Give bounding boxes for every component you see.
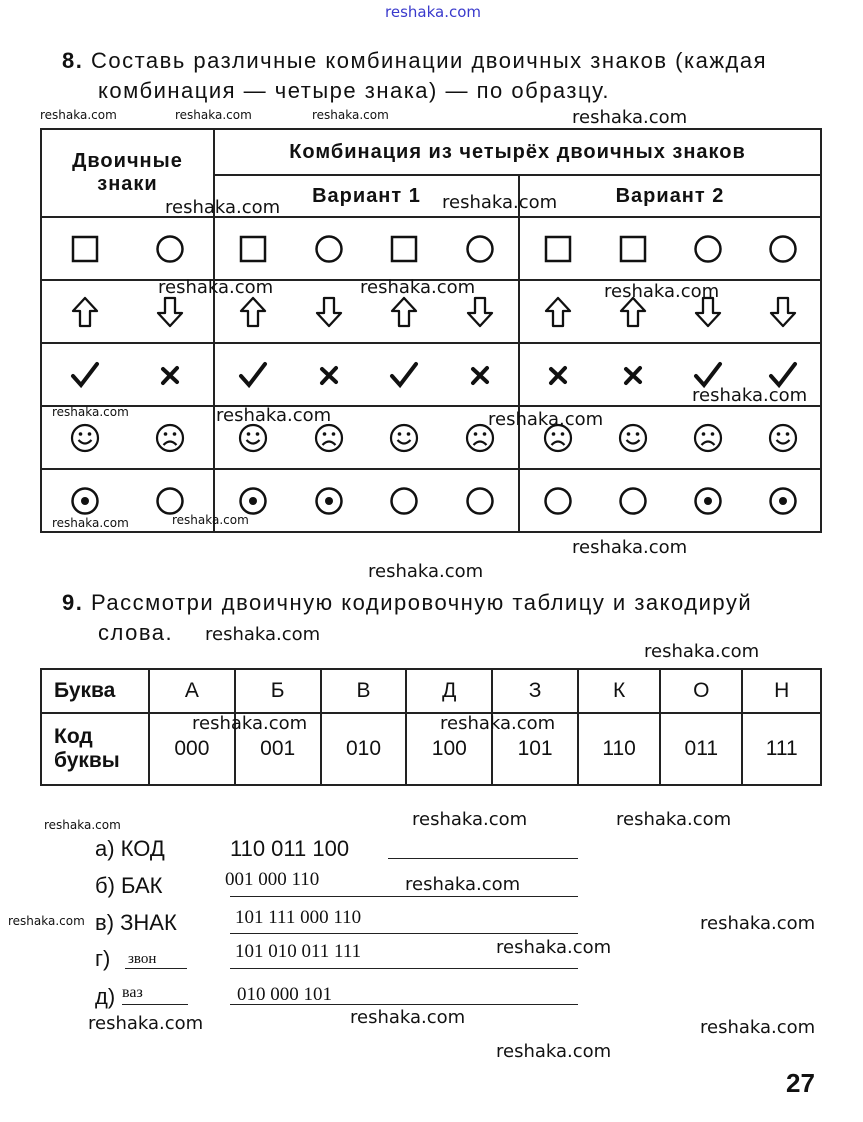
code-cell: 000 xyxy=(149,713,235,785)
square-icon xyxy=(236,232,270,266)
label-line: буквы xyxy=(54,749,120,772)
arrow-up-icon xyxy=(541,295,575,329)
task-number: 9. xyxy=(62,590,84,615)
circle-icon xyxy=(616,484,650,518)
answer-label-d: д) xyxy=(95,984,116,1009)
circle-icon xyxy=(463,232,497,266)
cross-icon xyxy=(463,358,497,392)
signs-cell xyxy=(41,217,214,280)
symbol-group xyxy=(215,219,518,279)
row-label-letter: Буква xyxy=(41,669,149,713)
variant-2-cell xyxy=(519,217,821,280)
code-cell: 010 xyxy=(321,713,407,785)
watermark: reshaka.com xyxy=(165,197,281,218)
letter-cell: Н xyxy=(742,669,821,713)
answer-line xyxy=(230,968,578,969)
watermark: reshaka.com xyxy=(175,108,252,122)
answer-label-b: б) БАК xyxy=(95,873,163,898)
smile-icon xyxy=(616,421,650,455)
watermark: reshaka.com xyxy=(700,913,816,934)
answer-code-g: 101 010 011 111 xyxy=(235,941,362,962)
circle-icon xyxy=(387,484,421,518)
symbol-group xyxy=(42,345,213,405)
task-text-line: слова. xyxy=(98,620,174,645)
watermark: reshaka.com xyxy=(88,1013,204,1034)
task-number: 8. xyxy=(62,48,84,73)
watermark: reshaka.com xyxy=(604,281,720,302)
watermark: reshaka.com xyxy=(488,409,604,430)
code-cell: 101 xyxy=(492,713,578,785)
answer-code-v: 101 111 000 110 xyxy=(235,907,362,928)
code-cell: 111 xyxy=(742,713,821,785)
watermark: reshaka.com xyxy=(205,624,321,645)
symbol-group xyxy=(215,471,518,531)
table-row xyxy=(41,217,821,280)
arrow-up-icon xyxy=(387,295,421,329)
square-icon xyxy=(616,232,650,266)
code-cell: 011 xyxy=(660,713,742,785)
watermark: reshaka.com xyxy=(8,914,85,928)
watermark: reshaka.com xyxy=(360,277,476,298)
letter-cell: В xyxy=(321,669,407,713)
symbol-group xyxy=(42,219,213,279)
letter-cell: К xyxy=(578,669,660,713)
arrow-down-icon xyxy=(153,295,187,329)
col-header-variant-1: Вариант 1 xyxy=(214,175,519,217)
check-icon xyxy=(68,358,102,392)
watermark: reshaka.com xyxy=(700,1017,816,1038)
watermark: reshaka.com xyxy=(350,1007,466,1028)
page-number: 27 xyxy=(786,1068,815,1098)
variant-2-cell xyxy=(519,469,821,532)
frown-icon xyxy=(691,421,725,455)
circle-icon xyxy=(312,232,346,266)
watermark: reshaka.com xyxy=(572,107,688,128)
square-icon xyxy=(68,232,102,266)
watermark: reshaka.com xyxy=(172,513,249,527)
watermark: reshaka.com xyxy=(158,277,274,298)
watermark: reshaka.com xyxy=(192,713,308,734)
circle-icon xyxy=(766,232,800,266)
watermark: reshaka.com xyxy=(412,809,528,830)
task-text-line: Составь различные комбинации двоичных знаков (каждая xyxy=(90,48,768,73)
col-header-combination: Комбинация из четырёх двоичных знаков xyxy=(214,129,821,175)
answer-line xyxy=(125,968,187,969)
watermark: reshaka.com xyxy=(385,3,481,21)
watermark: reshaka.com xyxy=(44,818,121,832)
cross-icon xyxy=(153,358,187,392)
answer-line xyxy=(122,1004,188,1005)
answer-label-a: а) КОД xyxy=(95,836,165,861)
check-icon xyxy=(236,358,270,392)
letter-cell: О xyxy=(660,669,742,713)
watermark: reshaka.com xyxy=(616,809,732,830)
answer-code-a: 110 011 100 xyxy=(230,836,350,861)
letter-cell: А xyxy=(149,669,235,713)
letter-cell: Д xyxy=(406,669,492,713)
answer-label-g: г) xyxy=(95,946,111,971)
binary-combinations-table xyxy=(40,128,822,533)
smile-icon xyxy=(68,421,102,455)
signs-cell xyxy=(41,343,214,406)
watermark: reshaka.com xyxy=(52,405,129,419)
dot-circle-icon xyxy=(312,484,346,518)
check-icon xyxy=(387,358,421,392)
variant-1-cell xyxy=(214,469,519,532)
cross-icon xyxy=(312,358,346,392)
answer-line xyxy=(388,858,578,859)
watermark: reshaka.com xyxy=(442,192,558,213)
answer-label-v: в) ЗНАК xyxy=(95,910,177,935)
row-label-code xyxy=(41,713,149,785)
symbol-group xyxy=(520,219,820,279)
circle-icon xyxy=(153,232,187,266)
task-text-line: Рассмотри двоичную кодировочную таблицу и закодируй xyxy=(90,590,753,615)
circle-icon xyxy=(463,484,497,518)
arrow-up-icon xyxy=(68,295,102,329)
watermark: reshaka.com xyxy=(692,385,808,406)
code-cell: 001 xyxy=(235,713,321,785)
smile-icon xyxy=(766,421,800,455)
answer-code-d: 010 000 101 xyxy=(237,984,332,1005)
answer-code-b: 001 000 110 xyxy=(225,869,320,890)
symbol-group xyxy=(520,471,820,531)
square-icon xyxy=(541,232,575,266)
watermark: reshaka.com xyxy=(368,561,484,582)
dot-circle-icon xyxy=(691,484,725,518)
arrow-up-icon xyxy=(236,295,270,329)
symbol-group xyxy=(215,345,518,405)
answer-line xyxy=(230,1004,578,1005)
watermark: reshaka.com xyxy=(405,874,521,895)
variant-1-cell xyxy=(214,343,519,406)
arrow-down-icon xyxy=(766,295,800,329)
frown-icon xyxy=(153,421,187,455)
watermark: reshaka.com xyxy=(496,937,612,958)
answer-line xyxy=(230,933,578,934)
dot-circle-icon xyxy=(766,484,800,518)
watermark: reshaka.com xyxy=(440,713,556,734)
answer-word-g: звон xyxy=(128,951,157,967)
watermark: reshaka.com xyxy=(216,405,332,426)
watermark: reshaka.com xyxy=(496,1041,612,1062)
col-header-signs: Двоичные знаки xyxy=(41,129,214,217)
arrow-down-icon xyxy=(463,295,497,329)
cross-icon xyxy=(541,358,575,392)
watermark: reshaka.com xyxy=(572,537,688,558)
circle-icon xyxy=(691,232,725,266)
smile-icon xyxy=(387,421,421,455)
cross-icon xyxy=(616,358,650,392)
answer-line xyxy=(230,896,578,897)
task-9-text xyxy=(62,588,752,648)
label-line: Код xyxy=(54,725,93,748)
binary-code-table xyxy=(40,668,822,786)
table-row xyxy=(41,469,821,532)
letter-cell: Б xyxy=(235,669,321,713)
square-icon xyxy=(387,232,421,266)
task-text-line: комбинация — четыре знака) — по образцу. xyxy=(98,78,611,103)
answer-word-d: ваз xyxy=(122,984,143,1001)
table-row xyxy=(41,406,821,469)
watermark: reshaka.com xyxy=(312,108,389,122)
watermark: reshaka.com xyxy=(52,516,129,530)
code-cell: 110 xyxy=(578,713,660,785)
circle-icon xyxy=(541,484,575,518)
watermark: reshaka.com xyxy=(644,641,760,662)
watermark: reshaka.com xyxy=(40,108,117,122)
col-header-variant-2: Вариант 2 xyxy=(519,175,821,217)
variant-1-cell xyxy=(214,217,519,280)
dot-circle-icon xyxy=(68,484,102,518)
task-8-text xyxy=(62,46,767,106)
code-cell: 100 xyxy=(406,713,492,785)
letter-cell: З xyxy=(492,669,578,713)
arrow-down-icon xyxy=(312,295,346,329)
